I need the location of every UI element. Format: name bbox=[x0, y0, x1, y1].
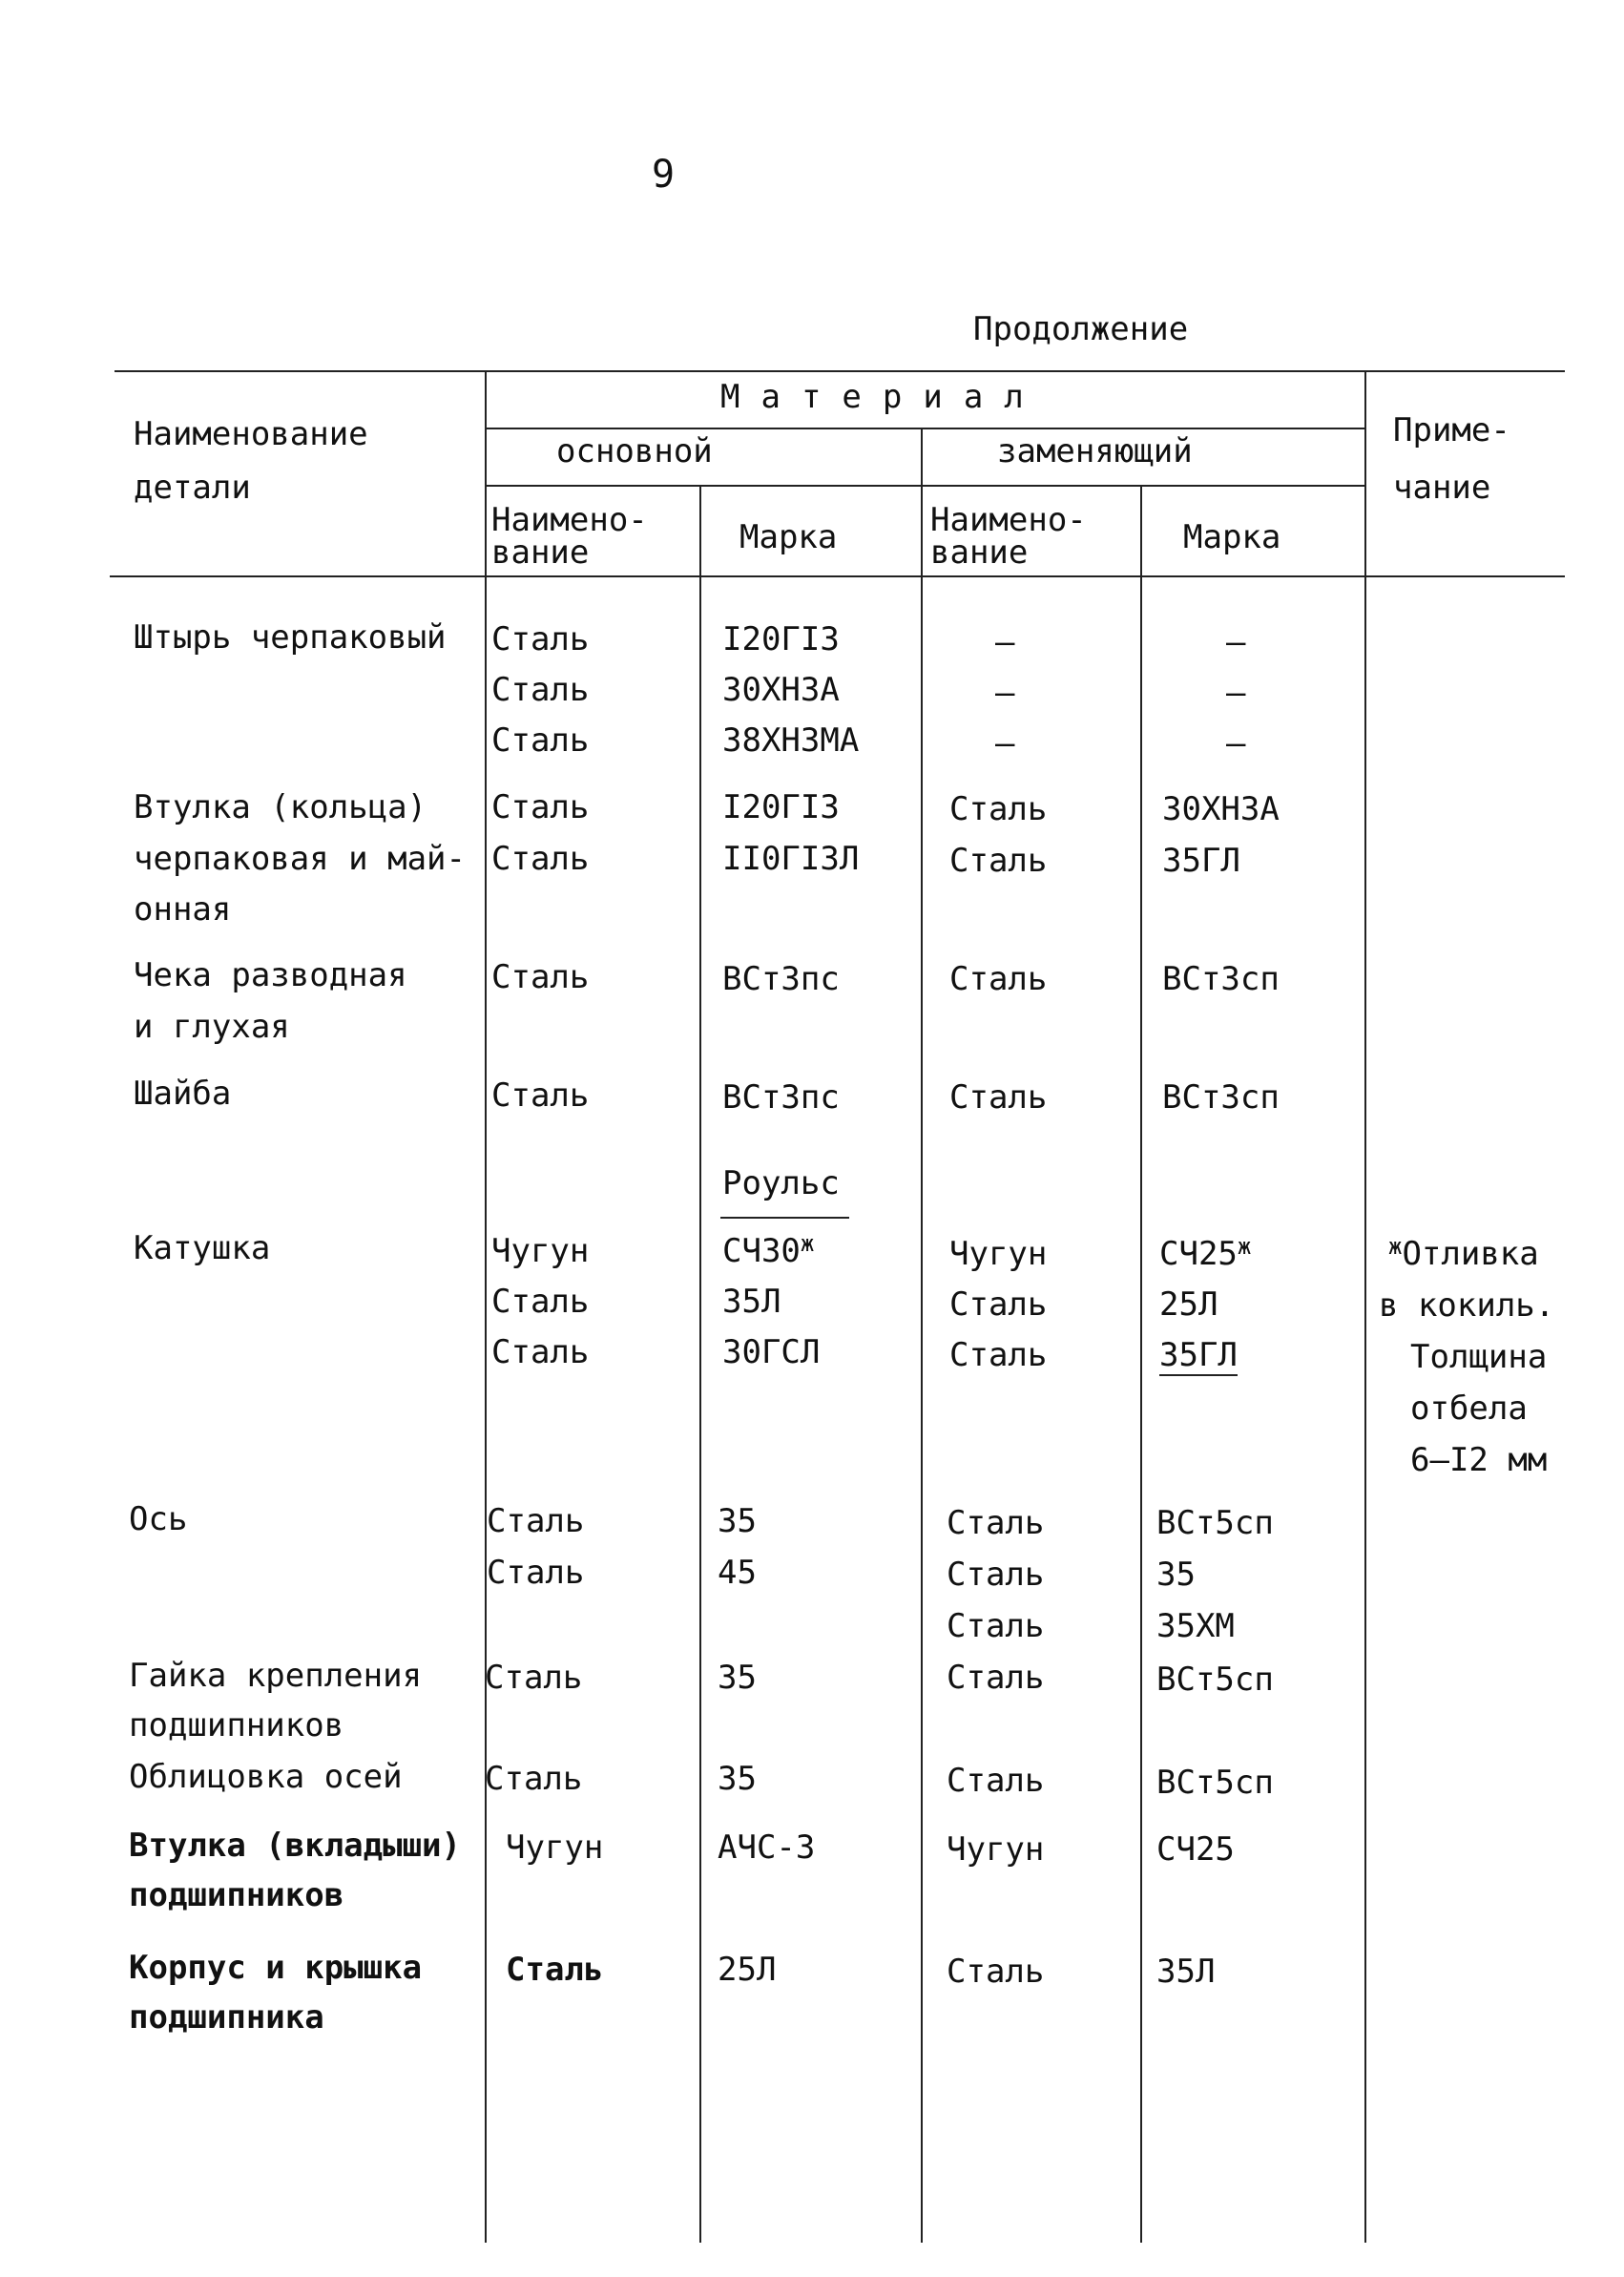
main-grade-cell: II0ГI3Л bbox=[722, 840, 860, 878]
header-substitute: заменяющий bbox=[997, 432, 1193, 470]
sub-name-cell: Чугун bbox=[949, 1235, 1048, 1273]
sub-grade-cell: 35ХМ bbox=[1156, 1607, 1235, 1645]
main-name-cell: Чугун bbox=[491, 1232, 590, 1270]
main-name-cell: Сталь bbox=[491, 958, 590, 996]
main-grade-cell: I20ГI3 bbox=[722, 620, 840, 658]
sub-name-cell: Чугун bbox=[947, 1830, 1045, 1869]
part-name-line: Шайба bbox=[134, 1075, 232, 1113]
part-name-line: подшипников bbox=[129, 1706, 344, 1744]
sub-name-cell: Сталь bbox=[949, 1285, 1048, 1324]
part-name-line: Втулка (кольца) bbox=[134, 788, 427, 826]
main-grade-cell: 38ХН3МА bbox=[722, 721, 860, 760]
sub-name-cell: Сталь bbox=[949, 960, 1048, 998]
sub-grade-cell: ВСт5сп bbox=[1156, 1661, 1274, 1699]
header-note-1: Приме- bbox=[1393, 411, 1510, 449]
sub-grade-cell: 35 bbox=[1156, 1556, 1196, 1594]
col-divider-3 bbox=[921, 428, 923, 2243]
sub-name-cell: Сталь bbox=[947, 1762, 1045, 1800]
main-name-cell: Сталь bbox=[491, 788, 590, 826]
main-grade-cell: 35Л bbox=[722, 1283, 781, 1321]
part-name-line: Втулка (вкладыши) bbox=[129, 1827, 461, 1865]
note-line: Толщина bbox=[1410, 1338, 1548, 1376]
part-name-line: онная bbox=[134, 890, 232, 929]
col-divider-5 bbox=[1364, 372, 1366, 2243]
main-grade-cell: ВСт3пс bbox=[722, 960, 840, 998]
main-grade-cell: 35 bbox=[718, 1502, 757, 1540]
column-header-rule bbox=[485, 485, 1364, 487]
header-bottom-rule bbox=[110, 575, 1565, 577]
main-name-cell: Сталь bbox=[487, 1502, 585, 1540]
note-line: $^ж$Отливка bbox=[1388, 1233, 1539, 1273]
sub-name-cell: Сталь bbox=[947, 1953, 1045, 1991]
sub-grade-cell: $СЧ25^ж$ bbox=[1159, 1233, 1252, 1273]
header-part-name-2: детали bbox=[134, 469, 251, 507]
continuation-label: Продолжение bbox=[973, 310, 1189, 348]
col-divider-4 bbox=[1140, 485, 1142, 2243]
sub-grade-cell: – bbox=[1226, 623, 1246, 661]
sub-name-cell: Сталь bbox=[949, 842, 1048, 880]
main-name-cell: Чугун bbox=[506, 1828, 604, 1867]
sub-name-cell: Сталь bbox=[949, 1078, 1048, 1117]
main-grade-cell: 30ХН3А bbox=[722, 671, 840, 709]
sub-name-cell: – bbox=[995, 674, 1015, 712]
part-name-line: черпаковая и май- bbox=[134, 840, 466, 878]
main-name-cell: Сталь bbox=[491, 620, 590, 658]
note-line: отбела bbox=[1410, 1389, 1528, 1428]
sub-name-cell: Сталь bbox=[947, 1504, 1045, 1542]
main-name-cell: Сталь bbox=[491, 840, 590, 878]
main-grade-cell: $СЧ30^ж$ bbox=[722, 1230, 815, 1270]
grade-group-label: Роульс bbox=[722, 1164, 840, 1202]
header-main: основной bbox=[556, 432, 713, 470]
sub-grade-cell: – bbox=[1226, 724, 1246, 762]
main-grade-cell: 30ГСЛ bbox=[722, 1333, 821, 1371]
sub-grade-cell: СЧ25 bbox=[1156, 1830, 1235, 1869]
page-number: 9 bbox=[652, 153, 676, 197]
sub-name-cell: Сталь bbox=[949, 790, 1048, 828]
part-name-line: Штырь черпаковый bbox=[134, 618, 447, 657]
main-name-cell: Сталь bbox=[485, 1760, 583, 1798]
main-grade-cell: 35 bbox=[718, 1659, 757, 1697]
main-grade-cell: 35 bbox=[718, 1760, 757, 1798]
header-sub-name-2: вание bbox=[930, 533, 1029, 572]
main-name-cell: Сталь bbox=[506, 1951, 604, 1989]
main-name-cell: Сталь bbox=[491, 1283, 590, 1321]
main-grade-cell: ВСт3пс bbox=[722, 1078, 840, 1117]
grade-group-underline bbox=[720, 1217, 849, 1219]
main-name-cell: Сталь bbox=[485, 1659, 583, 1697]
header-material: Материал bbox=[720, 378, 1045, 416]
main-name-cell: Сталь bbox=[487, 1554, 585, 1592]
part-name-line: Облицовка осей bbox=[129, 1758, 403, 1796]
note-line: в кокиль. bbox=[1379, 1286, 1555, 1325]
part-name-line: подшипников bbox=[129, 1876, 344, 1914]
header-main-grade: Марка bbox=[739, 518, 838, 556]
main-grade-cell: I20ГI3 bbox=[722, 788, 840, 826]
header-main-name-1: Наимено- bbox=[491, 501, 648, 539]
sub-grade-cell: 35ГЛ bbox=[1162, 842, 1240, 880]
sub-name-cell: – bbox=[995, 623, 1015, 661]
part-name-line: и глухая bbox=[134, 1008, 290, 1046]
sub-grade-cell: 35Л bbox=[1156, 1953, 1216, 1991]
header-note-2: чание bbox=[1393, 469, 1491, 507]
part-name-line: Катушка bbox=[134, 1229, 271, 1267]
sub-name-cell: Сталь bbox=[949, 1336, 1048, 1374]
col-divider-2 bbox=[699, 485, 701, 2243]
sub-name-cell: Сталь bbox=[947, 1659, 1045, 1697]
header-sub-name-1: Наимено- bbox=[930, 501, 1087, 539]
part-name-line: Чека разводная bbox=[134, 956, 407, 994]
sub-grade-cell: 35ГЛ bbox=[1159, 1336, 1238, 1374]
sub-name-cell: – bbox=[995, 724, 1015, 762]
sub-name-cell: Сталь bbox=[947, 1556, 1045, 1594]
material-sub-rule bbox=[485, 428, 1364, 429]
header-sub-grade: Марка bbox=[1183, 518, 1281, 556]
main-name-cell: Сталь bbox=[491, 721, 590, 760]
sub-name-cell: Сталь bbox=[947, 1607, 1045, 1645]
main-grade-cell: 45 bbox=[718, 1554, 757, 1592]
sub-grade-cell: ВСт5сп bbox=[1156, 1764, 1274, 1802]
part-name-line: Гайка крепления bbox=[129, 1657, 423, 1695]
sub-grade-cell: – bbox=[1226, 674, 1246, 712]
header-part-name-1: Наименование bbox=[134, 415, 368, 453]
sub-grade-cell: 25Л bbox=[1159, 1285, 1218, 1324]
main-grade-cell: 25Л bbox=[718, 1951, 777, 1989]
col-divider-1 bbox=[485, 372, 487, 2243]
sub-grade-cell: 30ХН3А bbox=[1162, 790, 1280, 828]
main-name-cell: Сталь bbox=[491, 1333, 590, 1371]
sub-grade-cell: ВСт5сп bbox=[1156, 1504, 1274, 1542]
sub-grade-cell: ВСт3сп bbox=[1162, 960, 1280, 998]
part-name-line: Ось bbox=[129, 1500, 188, 1538]
part-name-line: подшипника bbox=[129, 1998, 324, 2037]
main-grade-cell: АЧС-3 bbox=[718, 1828, 816, 1867]
sub-grade-cell: ВСт3сп bbox=[1162, 1078, 1280, 1117]
header-main-name-2: вание bbox=[491, 533, 590, 572]
main-name-cell: Сталь bbox=[491, 1076, 590, 1115]
part-name-line: Корпус и крышка bbox=[129, 1949, 423, 1987]
table-top-rule bbox=[115, 370, 1565, 372]
main-name-cell: Сталь bbox=[491, 671, 590, 709]
note-line: 6–I2 мм bbox=[1410, 1441, 1548, 1479]
